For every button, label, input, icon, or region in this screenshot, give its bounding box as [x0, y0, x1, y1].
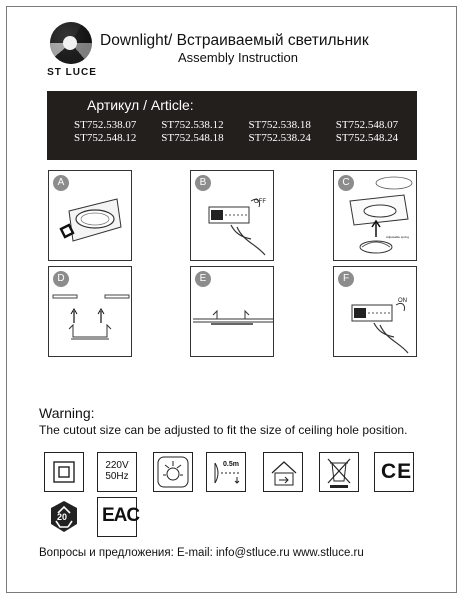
switch-off-label: OFF [254, 199, 266, 205]
article-codes [74, 119, 414, 144]
eac-label: EAC [102, 505, 140, 526]
distance-icon [206, 452, 246, 492]
step-a-panel [48, 170, 132, 261]
weee-bin-icon [319, 452, 359, 492]
article-code: ST752.548.24 [335, 132, 399, 144]
step-d-panel [48, 266, 132, 357]
class-ii-icon [44, 452, 84, 492]
step-badge: C [338, 175, 354, 191]
ce-mark-icon [374, 452, 414, 492]
article-code: ST752.538.24 [248, 132, 311, 144]
step-badge: F [338, 271, 354, 287]
step-badge: D [53, 271, 69, 287]
recycle-number: 20 [57, 512, 68, 522]
voltage-icon [97, 452, 137, 492]
voltage-label: 220V [105, 460, 129, 471]
warning-text: The cutout size can be adjusted to fit the size of ceiling hole position. [39, 423, 408, 437]
indoor-use-icon [263, 452, 303, 492]
warning-title: Warning: [39, 405, 95, 421]
article-code: ST752.538.12 [161, 119, 224, 131]
article-label: Артикул / Article: [87, 97, 194, 113]
article-code: ST752.538.07 [74, 119, 137, 131]
page-subtitle: Assembly Instruction [178, 50, 298, 65]
distance-label: 0.5m [223, 461, 239, 468]
article-code: ST752.548.07 [335, 119, 399, 131]
article-code: ST752.548.12 [74, 132, 137, 144]
brand-name: ST LUCE [47, 67, 97, 78]
brand-logo [50, 22, 92, 64]
step-badge: E [195, 271, 211, 287]
ce-label: CE [381, 460, 413, 483]
step-badge: A [53, 175, 69, 191]
step-f-panel [333, 266, 417, 357]
article-code: ST752.538.18 [248, 119, 311, 131]
step-e-panel [190, 266, 274, 357]
no-cover-insulation-icon [153, 452, 193, 492]
switch-on-label: ON [398, 298, 407, 304]
step-badge: B [195, 175, 211, 191]
contact-footer: Вопросы и предложения: E-mail: info@stluce.ru www.stluce.ru [39, 547, 364, 559]
article-box [47, 91, 417, 160]
recycle-icon [44, 497, 84, 537]
eac-mark-icon [97, 497, 140, 537]
step-c-panel [333, 170, 417, 261]
step-b-panel [190, 170, 274, 261]
frequency-label: 50Hz [105, 471, 129, 482]
adjustable-spring-label: Adjustable spring [386, 235, 410, 239]
page-title: Downlight/ Встраиваемый светильник [100, 32, 369, 49]
article-code: ST752.548.18 [161, 132, 224, 144]
